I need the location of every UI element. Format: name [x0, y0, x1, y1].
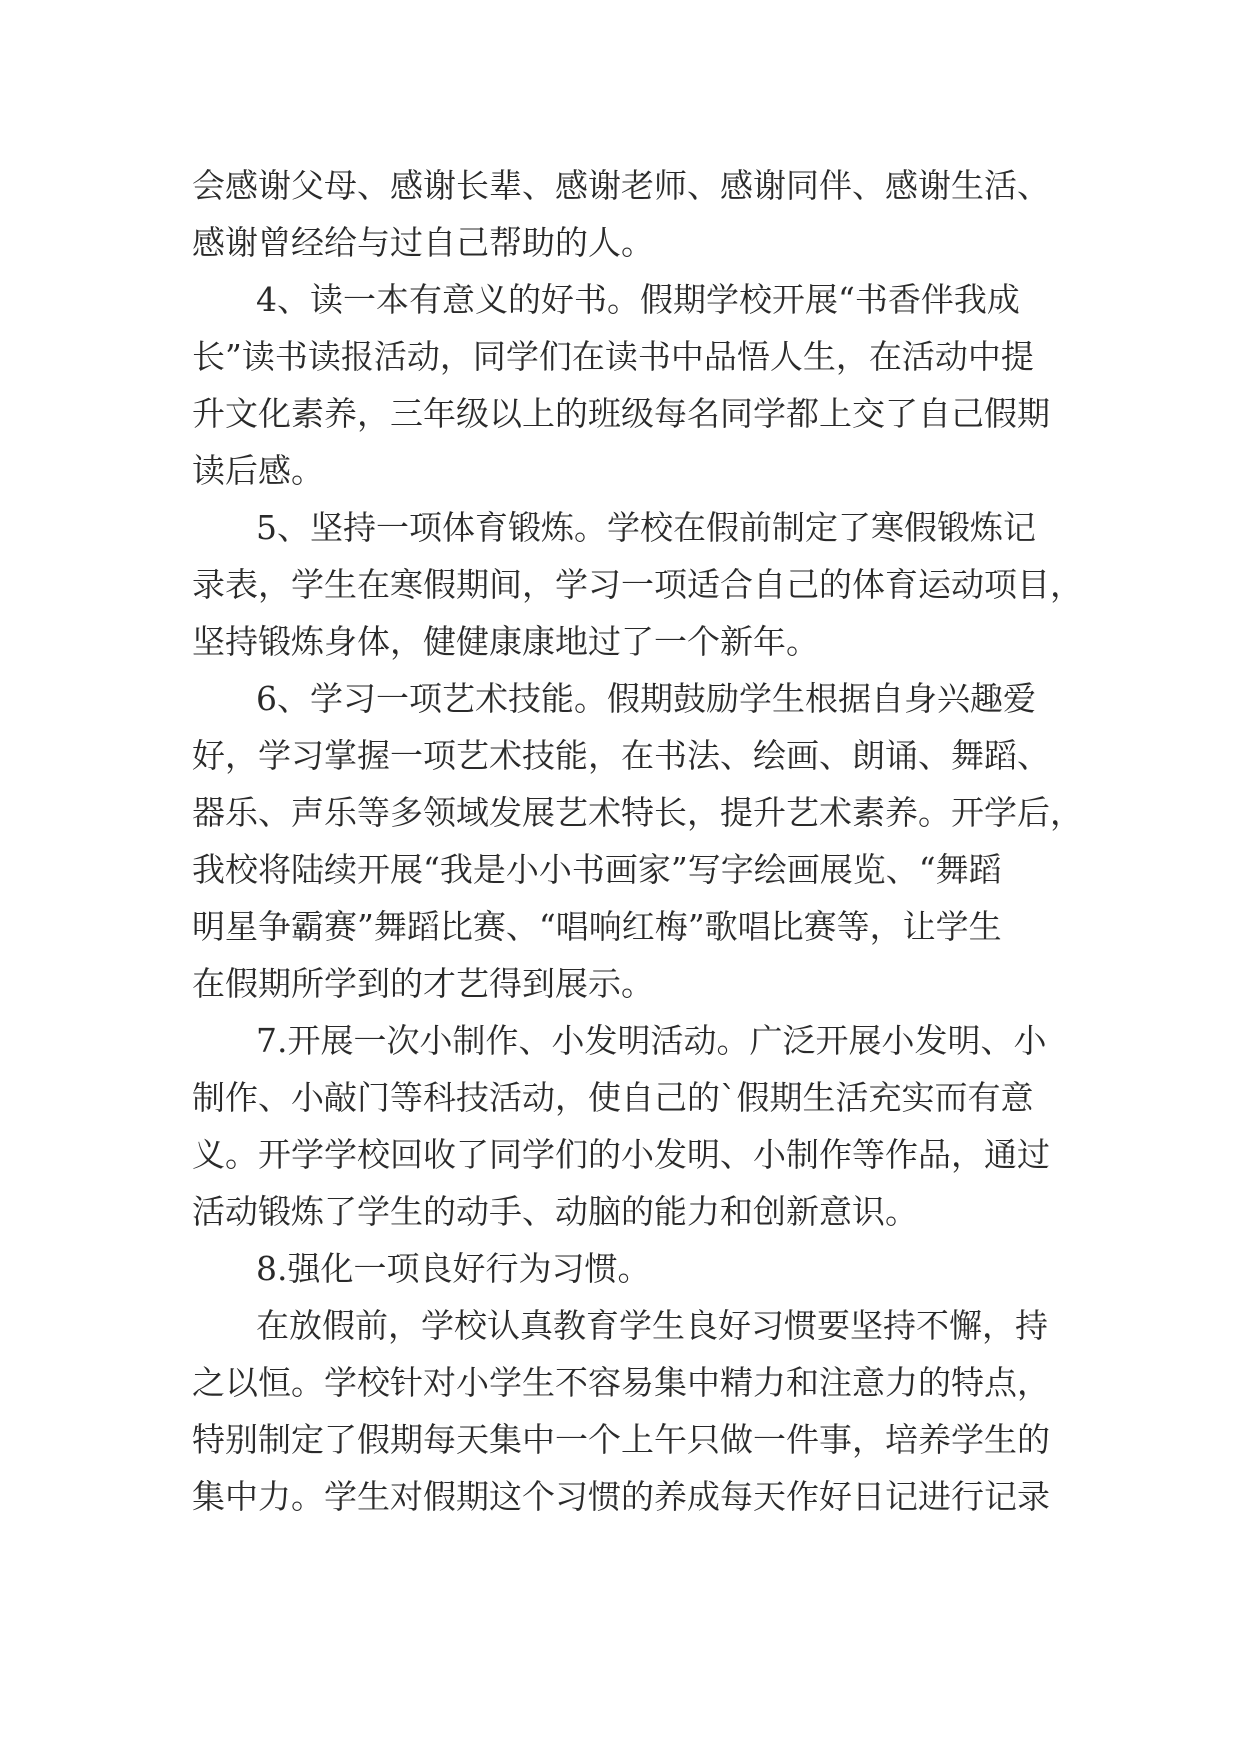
text-line: 活动锻炼了学生的动手、动脑的能力和创新意识。: [192, 1192, 918, 1231]
text-line: 读后感。: [192, 451, 324, 490]
text-line: 明星争霸赛”舞蹈比赛、“唱响红梅”歌唱比赛等，让学生: [192, 907, 1002, 946]
text-line: 坚持锻炼身体，健健康康地过了一个新年。: [192, 622, 819, 661]
paragraph-6-start: 6、学习一项艺术技能。假期鼓励学生根据自身兴趣爱: [256, 679, 1036, 718]
text-line: 好，学习掌握一项艺术技能，在书法、绘画、朗诵、舞蹈、: [192, 736, 1050, 775]
text-line: 升文化素养，三年级以上的班级每名同学都上交了自己假期: [192, 394, 1050, 433]
text-line: 之以恒。学校针对小学生不容易集中精力和注意力的特点，: [192, 1363, 1050, 1402]
paragraph-8-start: 8.强化一项良好行为习惯。: [256, 1249, 651, 1288]
text-line: 我校将陆续开展“我是小小书画家”写字绘画展览、“舞蹈: [192, 850, 1002, 889]
paragraph-4-start: 4、读一本有意义的好书。假期学校开展“书香伴我成: [256, 280, 1020, 319]
text-line: 长”读书读报活动，同学们在读书中品悟人生，在活动中提: [192, 337, 1034, 376]
text-line: 感谢曾经给与过自己帮助的人。: [192, 223, 654, 262]
paragraph-7-start: 7.开展一次小制作、小发明活动。广泛开展小发明、小: [256, 1021, 1047, 1060]
text-line: 集中力。学生对假期这个习惯的养成每天作好日记进行记录: [192, 1477, 1050, 1516]
text-line: 会感谢父母、感谢长辈、感谢老师、感谢同伴、感谢生活、: [192, 166, 1050, 205]
text-line: 录表，学生在寒假期间，学习一项适合自己的体育运动项目，: [192, 565, 1083, 604]
paragraph-5-start: 5、坚持一项体育锻炼。学校在假前制定了寒假锻炼记: [256, 508, 1036, 547]
text-line: 在假期所学到的才艺得到展示。: [192, 964, 654, 1003]
text-line: 器乐、声乐等多领域发展艺术特长，提升艺术素养。开学后，: [192, 793, 1083, 832]
text-line: 制作、小敲门等科技活动，使自己的`假期生活充实而有意: [192, 1078, 1034, 1117]
text-line: 特别制定了假期每天集中一个上午只做一件事，培养学生的: [192, 1420, 1050, 1459]
text-line: 义。开学学校回收了同学们的小发明、小制作等作品，通过: [192, 1135, 1050, 1174]
paragraph-9-start: 在放假前，学校认真教育学生良好习惯要坚持不懈，持: [256, 1306, 1048, 1345]
